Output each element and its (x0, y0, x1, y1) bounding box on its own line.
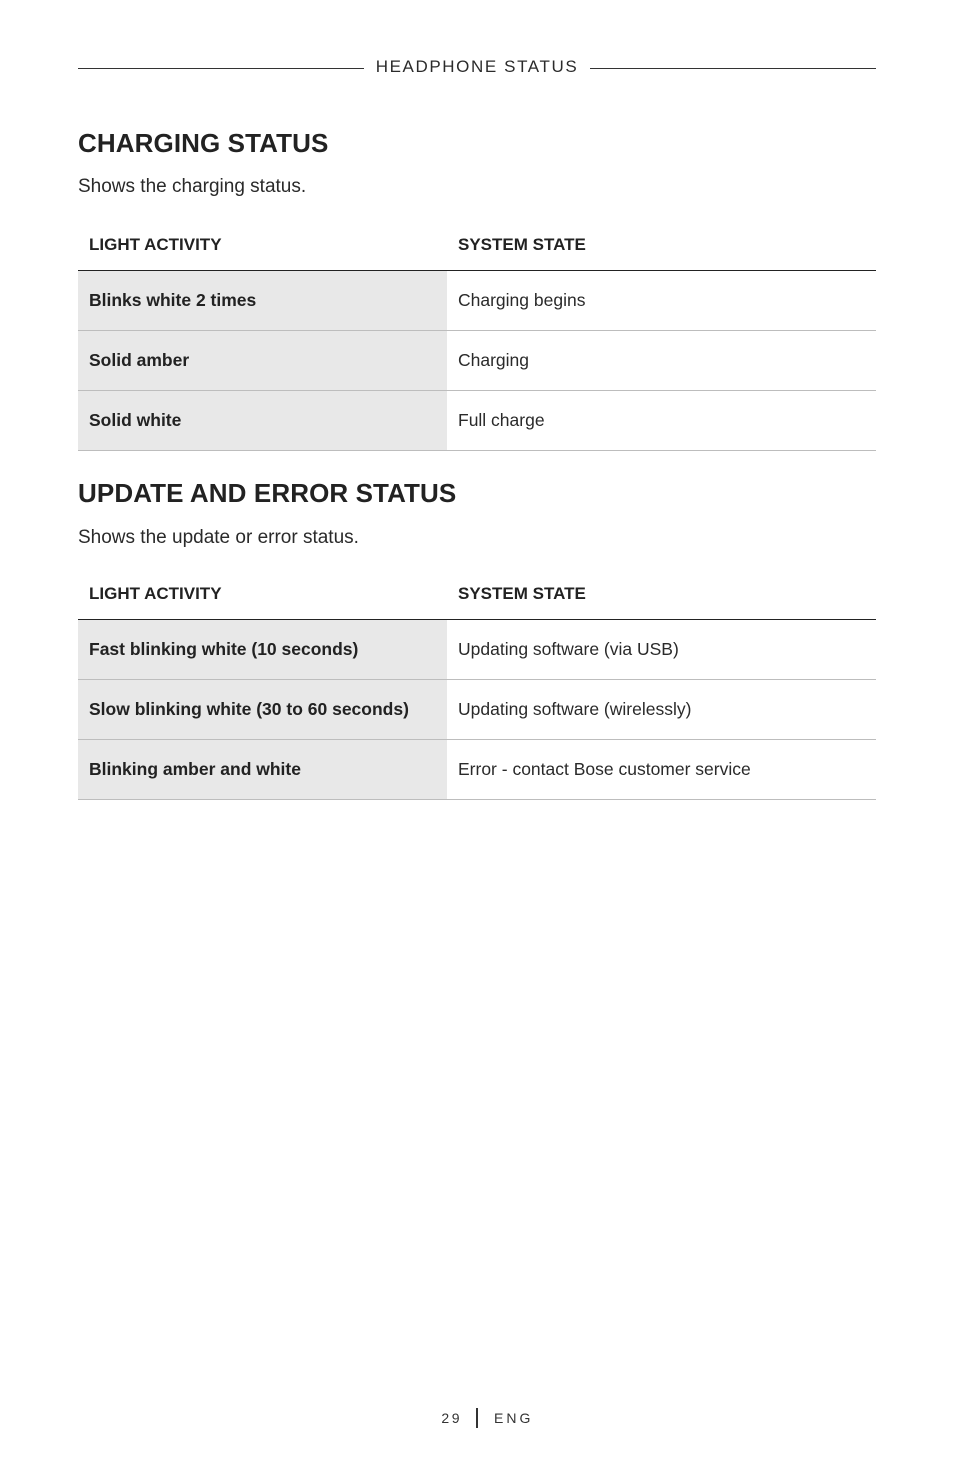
light-activity-cell: Fast blinking white (10 seconds) (78, 620, 447, 680)
system-state-cell: Updating software (wirelessly) (447, 680, 876, 740)
table-row (78, 680, 876, 740)
light-activity-cell: Blinking amber and white (78, 740, 447, 800)
charging-status-lead: Shows the charging status. (78, 176, 307, 197)
charging-status-section (78, 128, 876, 448)
charging-status-table (78, 235, 876, 451)
update-error-status-lead: Shows the update or error status. (78, 527, 359, 548)
table-row (78, 740, 876, 800)
footer-divider (476, 1408, 478, 1428)
light-activity-cell: Solid white (78, 391, 447, 451)
table-header-row (78, 235, 876, 271)
header-rule-right (590, 68, 876, 69)
page-footer (0, 1408, 954, 1430)
column-header-system-state: SYSTEM STATE (447, 584, 876, 620)
system-state-cell: Charging (447, 331, 876, 391)
update-error-status-section (78, 478, 876, 798)
column-header-light-activity: LIGHT ACTIVITY (78, 584, 447, 620)
light-activity-cell: Solid amber (78, 331, 447, 391)
table-row (78, 331, 876, 391)
update-error-status-table (78, 584, 876, 800)
system-state-cell: Updating software (via USB) (447, 620, 876, 680)
table-row (78, 271, 876, 331)
page-number: 29 (441, 1410, 462, 1426)
header-title: HEADPHONE STATUS (375, 57, 579, 76)
table-row (78, 620, 876, 680)
light-activity-cell: Blinks white 2 times (78, 271, 447, 331)
table-row (78, 391, 876, 451)
system-state-cell: Charging begins (447, 271, 876, 331)
update-error-status-heading: UPDATE AND ERROR STATUS (78, 478, 457, 508)
table-header-row (78, 584, 876, 620)
page-header (78, 56, 876, 80)
language-label: ENG (494, 1410, 534, 1426)
column-header-light-activity: LIGHT ACTIVITY (78, 235, 447, 271)
system-state-cell: Full charge (447, 391, 876, 451)
system-state-cell: Error - contact Bose customer service (447, 740, 876, 800)
charging-status-heading: CHARGING STATUS (78, 128, 329, 158)
light-activity-cell: Slow blinking white (30 to 60 seconds) (78, 680, 447, 740)
column-header-system-state: SYSTEM STATE (447, 235, 876, 271)
